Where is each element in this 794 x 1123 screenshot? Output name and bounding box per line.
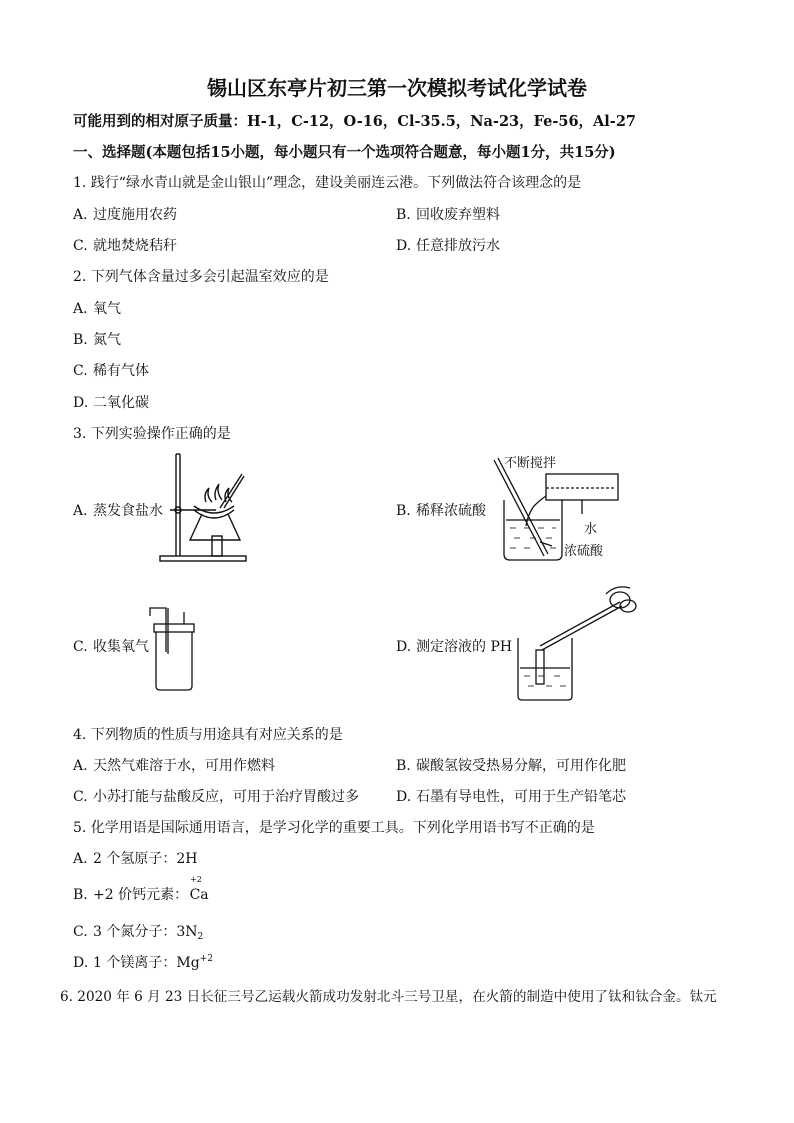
calcium-valence-symbol: +2 Ca [189,875,209,903]
ph-test-apparatus-figure [510,584,640,704]
label-concentrated-acid: 浓硫酸 [564,544,604,559]
q2-option-b[interactable]: B. 氮气 [73,332,121,348]
q3-option-c[interactable]: C. 收集氧气 [73,639,149,655]
question-4-stem: 4. 下列物质的性质与用途具有对应关系的是 [73,727,343,743]
q3-option-b[interactable]: B. 稀释浓硫酸 [396,503,486,519]
q3-option-a[interactable]: A. 蒸发食盐水 [73,503,163,519]
q3-option-d[interactable]: D. 测定溶液的 PH [396,639,513,655]
q1-option-b[interactable]: B. 回收废弃塑料 [396,207,500,223]
question-5-stem: 5. 化学用语是国际通用语言，是学习化学的重要工具。下列化学用语书写不正确的是 [73,820,595,836]
q2-option-d[interactable]: D. 二氧化碳 [73,395,149,411]
q1-option-d[interactable]: D. 任意排放污水 [396,238,500,254]
q1-option-a[interactable]: A. 过度施用农药 [73,207,177,223]
label-water: 水 [584,522,598,537]
evaporation-apparatus-figure [158,452,250,564]
q2-option-c[interactable]: C. 稀有气体 [73,363,149,379]
q5-option-a[interactable]: A. 2 个氢原子：2H [73,851,198,867]
q4-option-a[interactable]: A. 天然气难溶于水，可用作燃料 [73,758,275,774]
page-title: 锡山区东亭片初三第一次模拟考试化学试卷 [207,76,587,100]
q4-option-d[interactable]: D. 石墨有导电性，可用于生产铅笔芯 [396,789,626,805]
q4-option-b[interactable]: B. 碳酸氢铵受热易分解，可用作化肥 [396,758,626,774]
q1-option-c[interactable]: C. 就地焚烧秸秆 [73,238,177,254]
label-stir: 不断搅拌 [504,456,557,471]
q5-option-b[interactable]: B. +2 价钙元素： +2 Ca [73,875,209,903]
section-heading: 一、选择题(本题包括15小题，每小题只有一个选项符合题意，每小题1分，共15分) [73,144,616,161]
q5-option-c[interactable]: C. 3 个氮分子：$3N_2$ [73,924,204,942]
question-3-stem: 3. 下列实验操作正确的是 [73,426,231,442]
question-1-stem: 1. 践行“绿水青山就是金山银山”理念，建设美丽连云港。下列做法符合该理念的是 [73,175,582,191]
question-6-stem: 6. 2020 年 6 月 23 日长征三号乙运载火箭成功发射北斗三号卫星，在火箭的制造中使用了钛和钛合金。钛元 [60,989,717,1005]
q4-option-c[interactable]: C. 小苏打能与盐酸反应，可用于治疗胃酸过多 [73,789,359,805]
q2-option-a[interactable]: A. 氧气 [73,301,121,317]
gas-collection-bottle-figure [148,602,200,692]
q5-option-d[interactable]: D. 1 个镁离子：$Mg^{+2}$ [73,954,213,971]
atomic-masses: 可能用到的相对原子质量：H-1，C-12，O-16，Cl-35.5，Na-23，Fe-56，Al-27 [73,113,637,130]
question-2-stem: 2. 下列气体含量过多会引起温室效应的是 [73,269,329,285]
